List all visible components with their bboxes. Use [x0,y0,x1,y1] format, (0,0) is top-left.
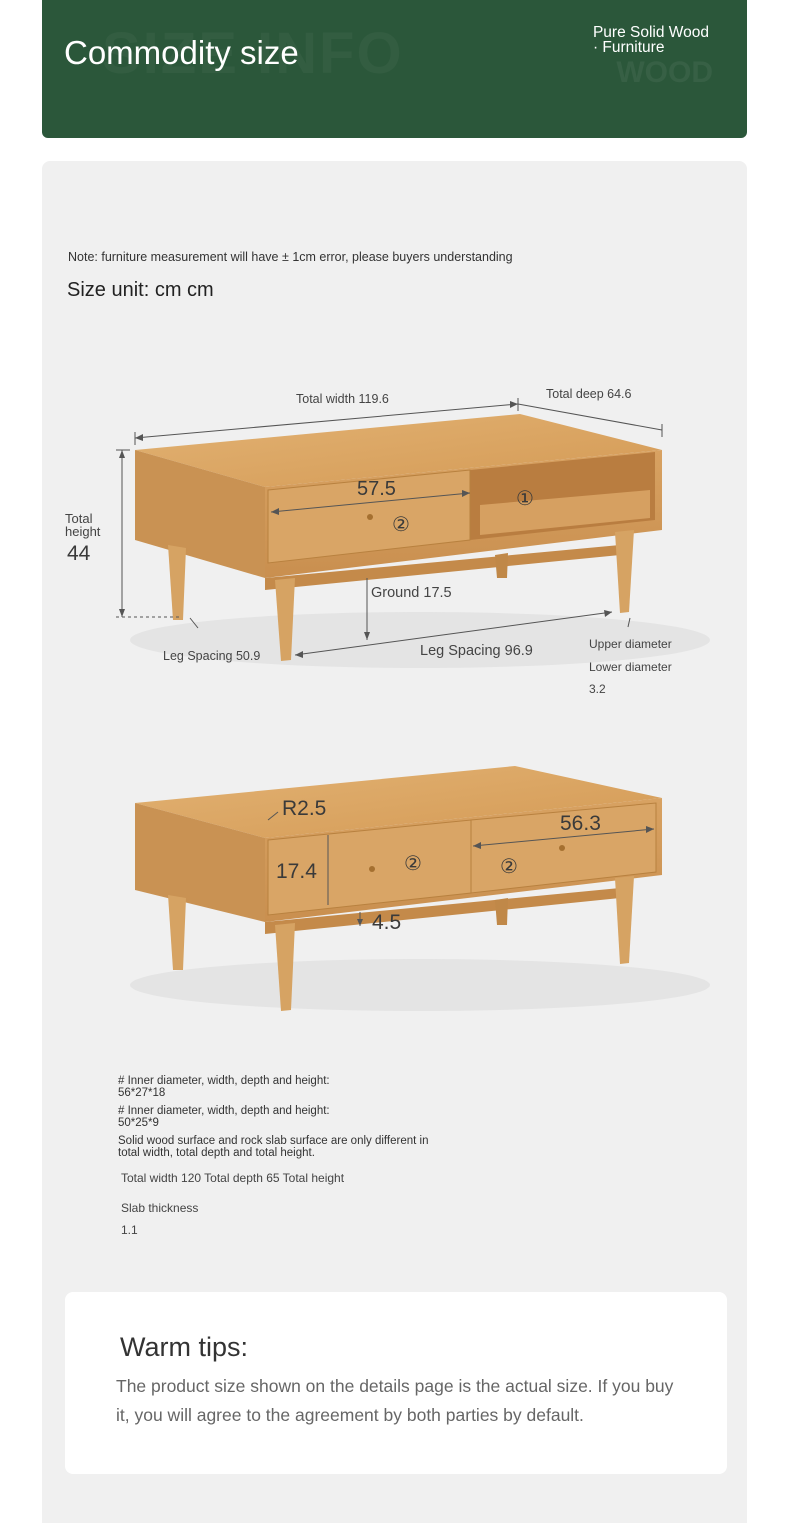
total-height-line-2: height [65,524,101,539]
tagline-line-1: Pure Solid Wood [592,24,709,41]
lower-diameter-label: Lower diameter [589,660,672,674]
page-title: Commodity size [64,34,299,71]
drawer-knob [369,866,375,872]
drawer-marker: ② [500,856,518,878]
drawer-marker: ② [404,853,422,875]
slab-thickness-label: Slab thickness [121,1201,199,1215]
warm-tips-body: The product size shown on the details page is the actual size. If you buy it, you will agree to the agreement by both parties by default. [116,1376,674,1425]
drawer-width-value: 56.3 [560,812,601,835]
total-width-label: Total width 119.6 [296,392,389,406]
leg [495,898,508,925]
leg [615,876,634,964]
total-height-line-1: Total [65,511,93,526]
size-unit: Size unit: cm cm [67,279,214,301]
slab-note-line-1: Solid wood surface and rock slab surface are only different in [118,1135,429,1147]
inner-dimension-2-value: 50*25*9 [118,1116,159,1129]
slab-totals: Total width 120 Total depth 65 Total height [121,1171,345,1185]
compartment-marker: ① [516,488,534,510]
drawer-height-value: 17.4 [276,860,317,883]
drawer-gap-value: 4.5 [372,911,402,934]
inner-dimension-1-label: # Inner diameter, width, depth and height: [118,1075,330,1087]
tagline-line-2: · Furniture [592,39,665,56]
slab-thickness-value: 1.1 [121,1223,138,1237]
slab-note-line-2: total width, total depth and total height. [118,1146,315,1159]
inner-dimension-2-label: # Inner diameter, width, depth and height: [118,1105,330,1117]
inner-dimension-1-value: 56*27*18 [118,1086,166,1099]
upper-diameter-label: Upper diameter [589,637,672,651]
total-deep-label: Total deep 64.6 [546,387,632,401]
leg [168,895,186,970]
warm-tips-title: Warm tips: [120,1332,248,1362]
drawer-marker: ② [392,514,410,536]
ground-clearance-label: Ground 17.5 [371,585,452,601]
measurement-note: Note: furniture measurement will have ± 1cm error, please buyers understanding [68,250,513,264]
warm-tips-card [65,1292,727,1474]
leg-spacing-short-label: Leg Spacing 50.9 [163,649,261,663]
leg-spacing-long-label: Leg Spacing 96.9 [420,643,533,659]
inner-dimension-2 [118,1106,330,1129]
slab-note [118,1136,428,1159]
table-shadow [130,959,710,1011]
drawer-knob [559,845,565,851]
diameter-value: 3.2 [589,682,606,696]
inner-dimension-1 [118,1076,330,1099]
corner-radius-value: R2.5 [282,797,327,820]
total-height-value: 44 [67,542,91,565]
tagline-watermark: WOOD [616,56,713,89]
drawer-width-value: 57.5 [357,478,396,500]
